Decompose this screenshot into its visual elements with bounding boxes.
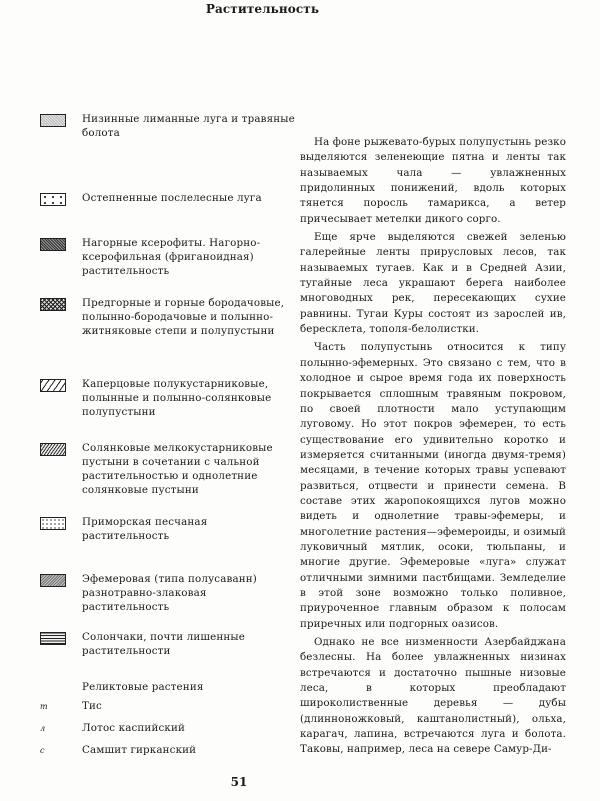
legend-label: Эфемеровая (типа полусаванн) разнотравно-злаковая растительность: [82, 573, 257, 613]
legend-label: Предгорные и горные бородачовые, полынно-бородачовые и полынно-житняковые степи и полупустыни: [82, 297, 285, 337]
sand-dots-swatch-icon: [40, 517, 66, 530]
relic-symbol-icon: л: [40, 724, 46, 733]
wide-hatch-swatch-icon: [40, 379, 66, 392]
paragraph: На фоне рыжевато-бурых полупустынь резко выделяются зеленеющие пятна и ленты так называемых чала — увлажненных придолинных понижений, вдоль которых тянется поросль тамарикса, а ветер причесывает метелки дикого сорго.: [300, 136, 566, 225]
relic-symbol-icon: т: [40, 702, 48, 711]
dark-stipple-swatch-icon: [40, 238, 66, 251]
relic-name: Тис: [82, 700, 102, 712]
paragraph: Часть полупустынь относится к типу полынно-эфемерных. Это связано с тем, что в холодное и сырое время года их поверхность покрывается сплошным травяным покровом, по своей плотности мало уступающим луговому. Но этот покров эфемерен, то есть существование его удивительно коротко и измеряется считанными (иногда двумя-тремя) месяцами, в течение которых травы успевают развиться, отцвести и принести семена. В составе этих жаропокоящихся лугов можно видеть и однолетние травы-эфемеры, и многолетние растения—эфемероиды, и озимый луковичный мятлик, осоки, тюльпаны, и многие другие. Эфемеровые «луга» служат отличными зимними пастбищами. Земледелие в этой зоне возможно только поливное, приуроченное главным образом к полосам приречных или подгорных оазисов.: [300, 341, 566, 630]
gray-stipple-swatch-icon: [40, 574, 66, 587]
relic-symbol-icon: с: [40, 746, 45, 755]
crosshatch-swatch-icon: [40, 298, 66, 311]
fine-stipple-swatch-icon: [40, 114, 66, 127]
page-number: 51: [230, 775, 248, 789]
dense-hatch-swatch-icon: [40, 443, 66, 456]
body-text-column: [300, 135, 566, 758]
legend-label: Нагорные ксерофиты. Нагорно-ксерофильная (фриганоидная) растительность: [82, 237, 261, 277]
paragraph: Еще ярче выделяются свежей зеленью галерейные ленты прирусловых лесов, так называемых тугаев. Как и в Средней Азии, тугайные леса украшают берега наиболее многоводных рек, пересекающих сухие равнины. Тугаи Куры состоят из зарослей ив, бересклета, тополя-белолистки.: [300, 231, 566, 336]
legend-label: Солянковые мелкокустарниковые пустыни в сочетании с чальной растительностью и однолетние солянковые пустыни: [82, 442, 273, 496]
horizontal-lines-swatch-icon: [40, 632, 66, 645]
relics-heading: Реликтовые растения: [82, 681, 204, 693]
sparse-dots-swatch-icon: [40, 193, 66, 206]
legend-label: Каперцовые полукустарниковые, полынные и полынно-солянковые полупустыни: [82, 378, 272, 418]
legend-label: Приморская песчаная растительность: [82, 516, 208, 542]
relic-name: Самшит гирканский: [82, 744, 197, 756]
page-header: Растительность: [205, 2, 320, 16]
relic-name: Лотос каспийский: [82, 722, 185, 734]
legend-label: Солончаки, почти лишенные растительности: [82, 631, 246, 657]
legend-label: Низинные лиманные луга и травяные болота: [82, 113, 295, 139]
paragraph: Однако не все низменности Азербайджана безлесны. На более увлажненных низинах встречаются и достаточно пышные низовые леса, в которых преобладают широколиственные деревья — дубы (длинноножковый, каштанолистный), ольха, карагач, лапина, встречаются луга и болота. Таковы, например, леса на севере Самур-Ди-: [300, 636, 566, 756]
legend-label: Остепненные послелесные луга: [82, 192, 262, 204]
